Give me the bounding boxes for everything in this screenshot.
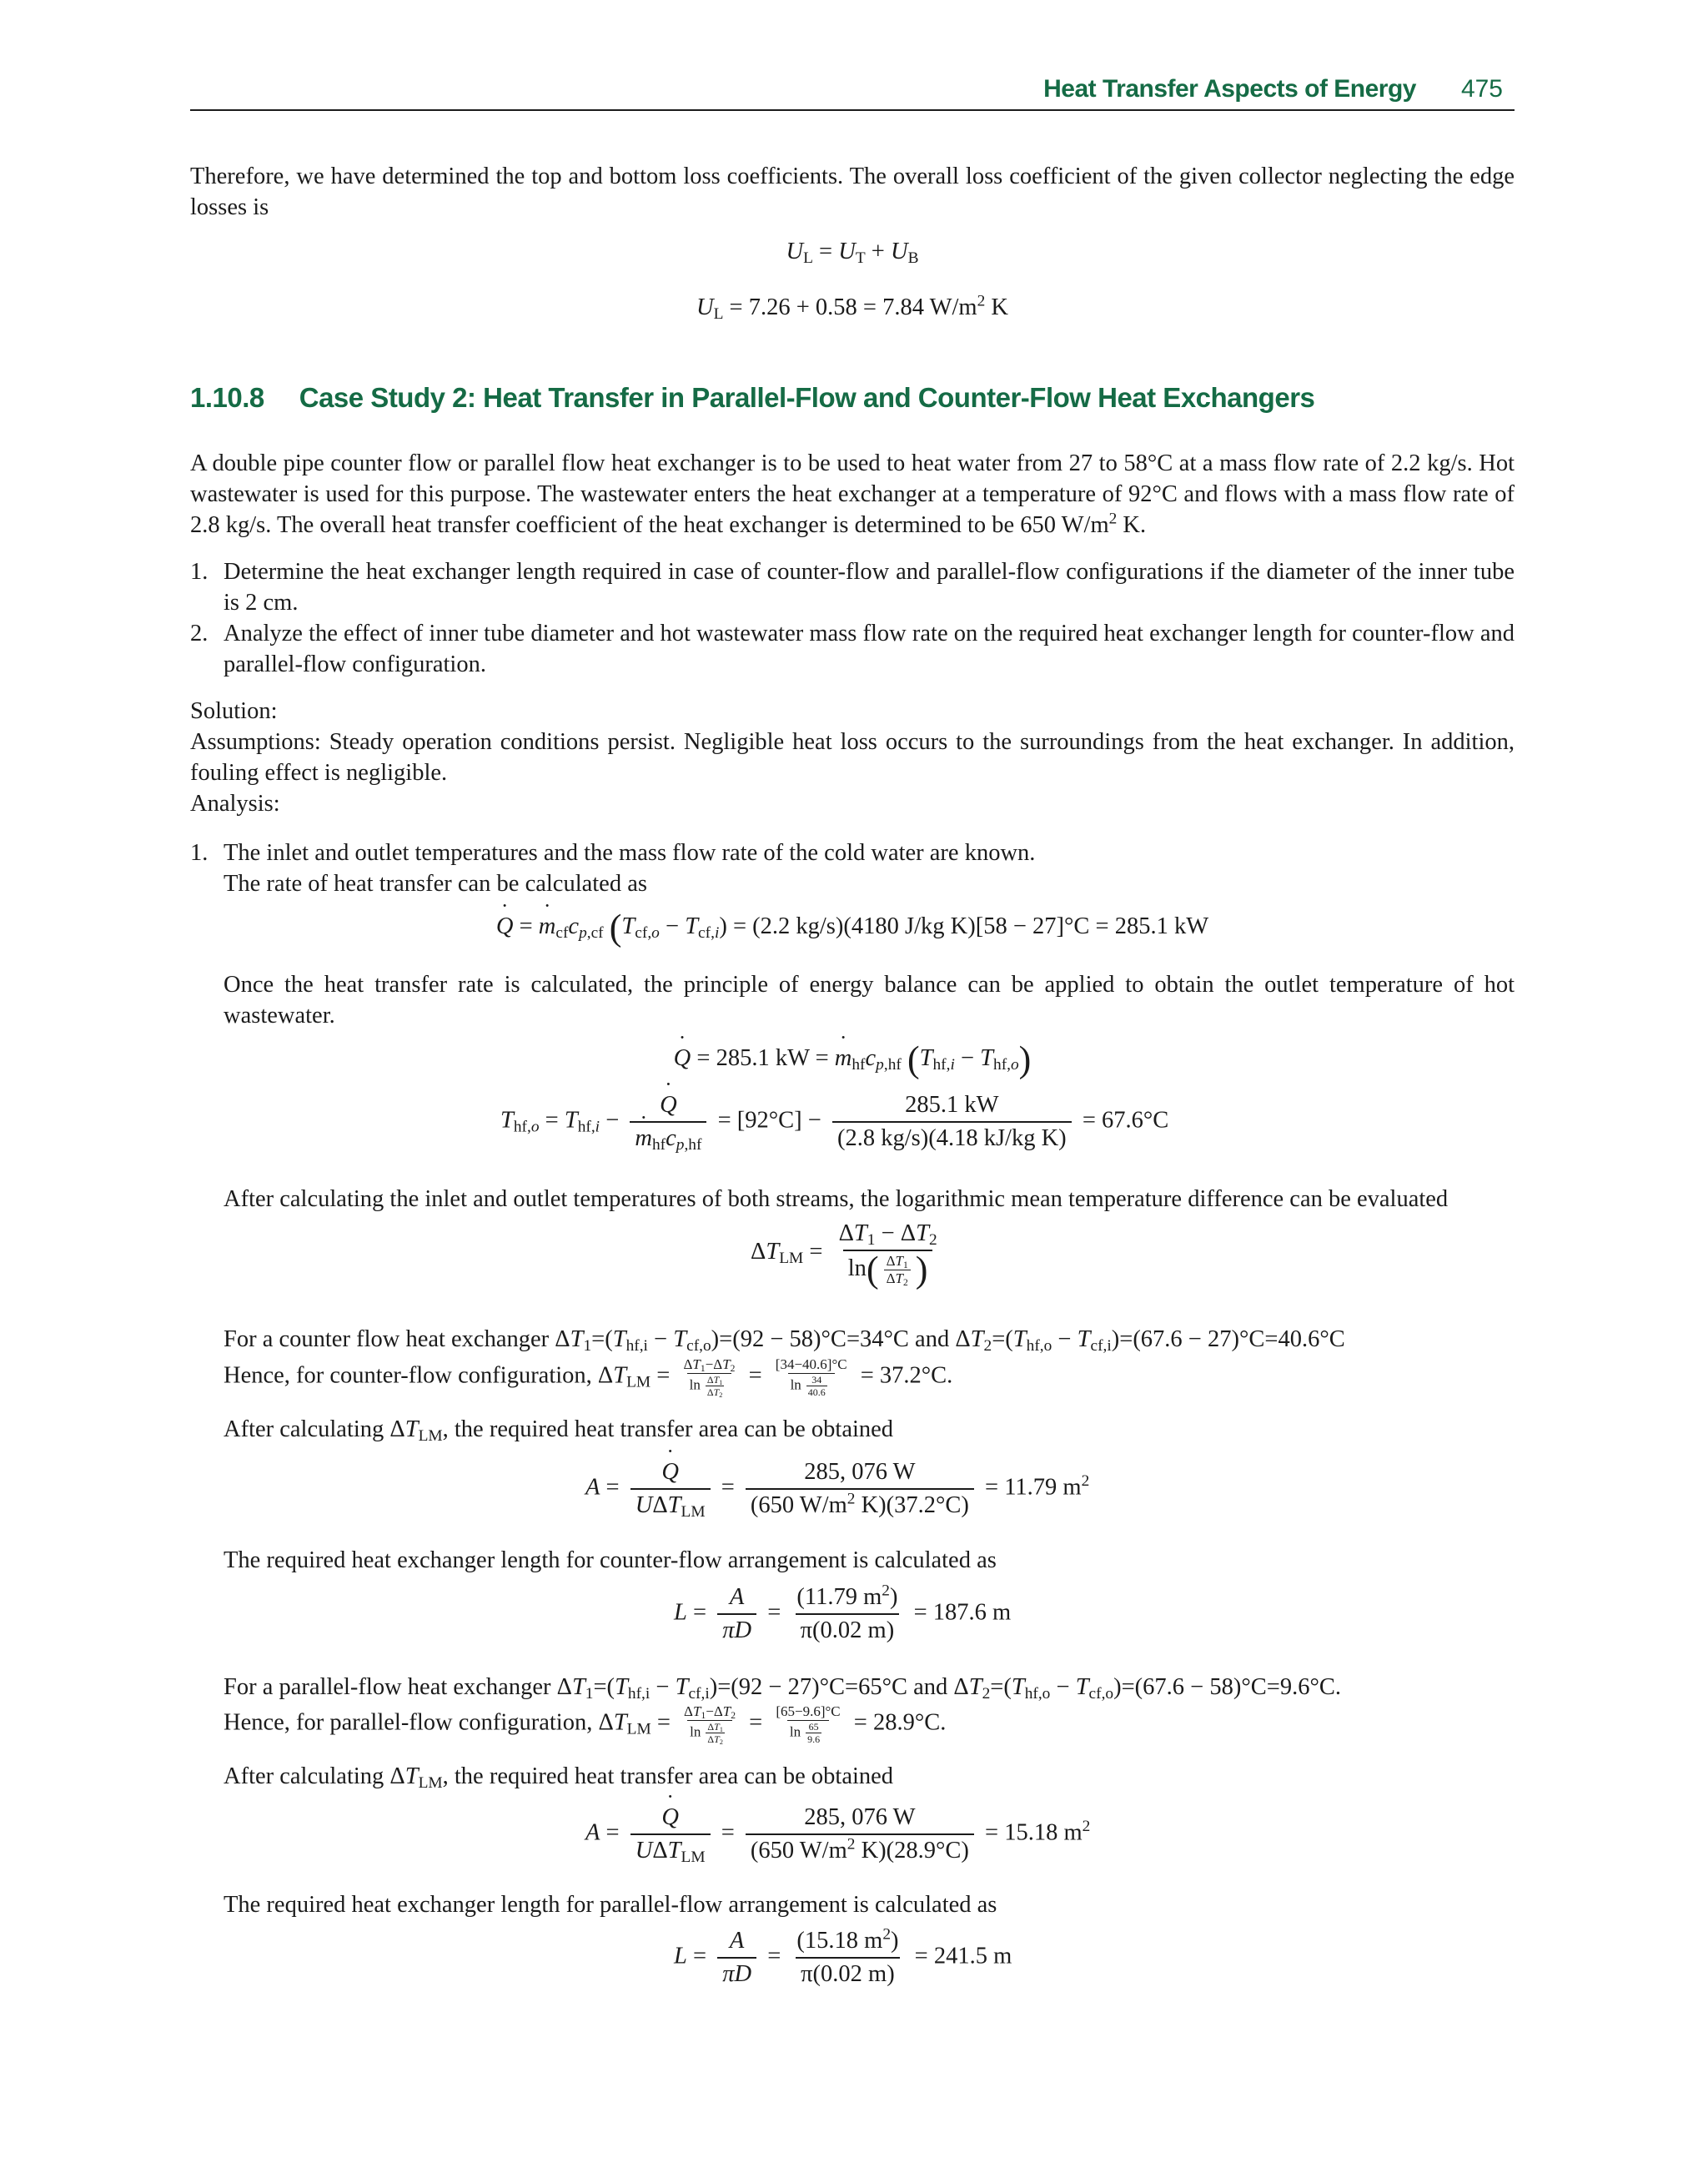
task-text: Analyze the effect of inner tube diameter and hot wastewater mass flow rate on the required heat exchanger length for counter-flow and parallel-flow configuration. xyxy=(224,621,1515,677)
parallel-ln-num: 65 xyxy=(808,1721,819,1733)
counter-ln-num: 34 xyxy=(811,1374,822,1386)
eq-counter-length: L = $\frac{A}{\pi D}$ = $\frac{(11.79 m^2)}{\pi(0.02 m)}$ = 187.6 m xyxy=(674,1582,1012,1643)
counter-lm-result: = 37.2°C. xyxy=(860,1362,953,1389)
section-title: Case Study 2: Heat Transfer in Parallel-Flow and Counter-Flow Heat Exchangers xyxy=(299,382,1315,413)
counter-hence-line: Hence, for counter-flow configuration, $\Delta T_{LM}$ = $\Delta T_1-\Delta T_2$ ln $\frac{\Delta T_1}{\Delta T_2}$ = [34−40.6]°C ln $\frac{34}{40.6}$ = 37.2°C. xyxy=(224,1356,953,1400)
counter-area-den: (650 W/m xyxy=(750,1492,847,1518)
eq-parallel-area: A = ˙ $\frac{Q}{U\Delta T_{LM}}$ = $\frac{285, 076 W}{(650 W/m^2 K)(28.9^\circ C)}$ = 15.18 $m^2$ xyxy=(585,1803,1090,1865)
parallel-lm-num: [65−9.6]°C xyxy=(776,1703,841,1719)
assumptions-paragraph: Assumptions: Steady operation conditions persist. Negligible heat loss occurs to the surroundings from the heat exchanger. In addition, fouling effect is negligible. xyxy=(190,729,1515,786)
section-heading xyxy=(190,382,1314,414)
eq-counter-area: A = ˙ $\frac{Q}{U\Delta T_{LM}}$ = $\frac{285, 076 W}{(650 W/m^2 K)(37.2^\circ C)}$ = 11.79 $m^2$ xyxy=(585,1458,1089,1520)
analysis-label: Analysis: xyxy=(190,791,280,817)
parallel-area-intro: After calculating $\Delta T_{LM}$, the required heat transfer area can be obtained xyxy=(224,1763,894,1792)
counter-area-result: = 11.79 m xyxy=(985,1474,1082,1501)
eq-ul-definition: $U_L = U_T + U_B$ xyxy=(786,239,919,267)
counter-dt-vals2: )=(67.6 − 27)°C=40.6°C xyxy=(1111,1326,1345,1352)
parallel-dt-label: For a parallel-flow heat exchanger xyxy=(224,1674,551,1700)
counter-dt-label: For a counter flow heat exchanger xyxy=(224,1326,550,1352)
counter-lm-num: [34−40.6]°C xyxy=(775,1356,847,1372)
eq-thfo-num: 285.1 kW xyxy=(905,1092,999,1118)
area-intro-tail: , the required heat transfer area can be obtained xyxy=(442,1763,894,1789)
eq-lmtd-definition: $\Delta T_{LM}$ = $\Delta T_1 - \Delta T_2$ ln( $\frac{\Delta T_1}{\Delta T_2}$ ) xyxy=(751,1220,937,1290)
page-number: 475 xyxy=(1460,75,1503,103)
parallel-area-den: (650 W/m xyxy=(750,1838,847,1864)
counter-area-num: 285, 076 W xyxy=(804,1459,916,1485)
running-header-title: Heat Transfer Aspects of Energy xyxy=(1043,75,1416,103)
intro-paragraph: Therefore, we have determined the top and bottom loss coefficients. The overall loss coefficient of the given collector neglecting the edge losses is xyxy=(190,163,1515,220)
counter-length-intro: The required heat exchanger length for counter-flow arrangement is calculated as xyxy=(224,1547,997,1573)
eq-heat-rate-rhs: ) = (2.2 kg/s)(4180 J/kg K)[58 − 27]°C = 285.1 kW xyxy=(719,913,1209,939)
parallel-hence-line: Hence, for parallel-flow configuration, $\Delta T_{LM}$ = $\Delta T_1-\Delta T_2$ ln $\frac{\Delta T_1}{\Delta T_2}$ = [65−9.6]°C ln $\frac{65}{9.6}$ = 28.9°C. xyxy=(224,1703,947,1747)
parallel-hence-label: Hence, for parallel-flow configuration, xyxy=(224,1709,593,1736)
area-intro-text: After calculating xyxy=(224,1416,384,1442)
eq-parallel-length: L = $\frac{A}{\pi D}$ = $\frac{(15.18 m^2)}{\pi(0.02 m)}$ = 241.5 m xyxy=(674,1925,1012,1987)
parallel-length-intro: The required heat exchanger length for parallel-flow arrangement is calculated as xyxy=(224,1892,997,1918)
task-text: Determine the heat exchanger length required in case of counter-flow and parallel-flow configurations if the diameter of the inner tube is 2 cm. xyxy=(224,559,1515,616)
problem-paragraph: A double pipe counter flow or parallel flow heat exchanger is to be used to heat water from 27 to 58°C at a mass flow rate of 2.2 kg/s. Hot wastewater is used for this purpose. The wastewater enters the heat exchanger at a temperature of 92°C and flows with a mass flow rate of 2.8 kg/s. The overall heat transfer coefficient of the heat exchanger is determined to be 650 $W/m^2$ K. xyxy=(190,450,1515,538)
parallel-area-den-tail: K)(28.9°C) xyxy=(855,1838,969,1864)
counter-L-den: π(0.02 m) xyxy=(796,1613,900,1645)
eq-q-value: = 285.1 kW = xyxy=(696,1045,829,1071)
eq-outlet-temperature: $T_{hf,o} = T_{hf,i}$ − ˙ Q ˙ $m_{hf}c_{p,hf}$ = [92°C] − $\frac{285.1 kW}{\text{(2.8 kg/s)(4.18 kJ/kg K)}}$ = 67.6°C xyxy=(500,1091,1168,1153)
eq-ul-value: $U_L = 7.26 + 0.58 = 7.84$ $W/m^2$ K xyxy=(696,292,1009,323)
task-number: 1. xyxy=(190,559,208,585)
eq-thfo-den: (2.8 kg/s)(4.18 kJ/kg K) xyxy=(832,1121,1072,1153)
problem-text-tail: K. xyxy=(1117,512,1147,538)
parallel-dt-vals1: )=(92 − 27)°C=65°C and xyxy=(709,1674,948,1700)
step1-line2: The rate of heat transfer can be calculated as xyxy=(224,871,647,897)
step1-line1: The inlet and outlet temperatures and the mass flow rate of the cold water are known. xyxy=(224,840,1036,866)
parallel-area-num: 285, 076 W xyxy=(804,1804,916,1830)
eq-energy-balance: ˙ Q = 285.1 kW = ˙ $m_{hf}c_{p,hf}$ $(T_{hf,i} - T_{hf,o})$ xyxy=(190,1043,1515,1074)
eq-thfo-mid: = [92°C] − xyxy=(717,1107,821,1134)
eq-heat-rate: ˙ Q = ˙ $m_{cf}c_{p,cf}$ $(T_{cf,o} - T_{cf,i}) = (2.2$ kg/s)(4180 J/kg K)[58 − 27]°C = 285.1 kW xyxy=(190,911,1515,943)
parallel-dt-vals2: )=(67.6 − 58)°C=9.6°C. xyxy=(1113,1674,1341,1700)
solution-label: Solution: xyxy=(190,698,278,724)
area-intro-text: After calculating xyxy=(224,1763,384,1789)
counter-area-den-tail: K)(37.2°C) xyxy=(855,1492,969,1518)
problem-text: A double pipe counter flow or parallel flow heat exchanger is to be used to heat water from 27 to 58°C at a mass flow rate of 2.2 kg/s. Hot wastewater is used for this purpose. The wastewater enters the heat exchanger at a temperature of 92°C and flows with a mass flow rate of 2.8 kg/s. The overall heat transfer coefficient of the heat exchanger is determined to be 650 W/m xyxy=(190,450,1515,538)
counter-L-num: (11.79 m xyxy=(796,1584,882,1610)
parallel-ln-den: 9.6 xyxy=(807,1733,821,1745)
step-number: 1. xyxy=(190,840,208,866)
parallel-lm-result: = 28.9°C. xyxy=(853,1709,947,1736)
lmtd-intro: After calculating the inlet and outlet temperatures of both streams, the logarithmic mean temperature difference can be evaluated xyxy=(224,1186,1449,1212)
eq-ul-result: = 7.26 + 0.58 = 7.84 W/m xyxy=(729,294,977,320)
parallel-L-num: (15.18 m xyxy=(796,1928,883,1954)
parallel-L-den: π(0.02 m) xyxy=(796,1957,900,1989)
task-number: 2. xyxy=(190,621,208,646)
area-intro-tail: , the required heat transfer area can be obtained xyxy=(442,1416,894,1442)
parallel-dt-line: For a parallel-flow heat exchanger $\Delta T_1=(T_{hf,i} - T_{cf,i})=(92 - 27)^\circ C=65^\circ C$ and $\Delta T_2=(T_{hf,o} - T_{cf,o})=(67.6 - 58)^\circ C=9.6^\circ C$. xyxy=(224,1674,1341,1703)
section-number: 1.10.8 xyxy=(190,382,264,413)
eq-ul-unit-tail: K xyxy=(985,294,1009,320)
counter-ln-den: 40.6 xyxy=(807,1386,826,1398)
counter-dt-vals1: )=(92 − 58)°C=34°C and xyxy=(711,1326,950,1352)
counter-area-intro: After calculating $\Delta T_{LM}$, the required heat transfer area can be obtained xyxy=(224,1416,894,1445)
counter-dt-line: For a counter flow heat exchanger $\Delta T_1=(T_{hf,i} - T_{cf,o})=(92 - 58)^\circ C=34^\circ C$ and $\Delta T_2=(T_{hf,o} - T_{cf,i})=(67.6 - 27)^\circ C=40.6^\circ C$ xyxy=(224,1326,1345,1355)
energy-balance-paragraph: Once the heat transfer rate is calculated, the principle of energy balance can be applied to obtain the outlet temperature of hot wastewater. xyxy=(224,972,1515,1029)
parallel-area-result: = 15.18 m xyxy=(985,1819,1083,1846)
counter-hence-label: Hence, for counter-flow configuration, xyxy=(224,1362,592,1389)
header-rule xyxy=(190,109,1515,111)
eq-thfo-result: = 67.6°C xyxy=(1082,1107,1169,1134)
parallel-L-result: = 241.5 m xyxy=(914,1943,1012,1969)
counter-L-result: = 187.6 m xyxy=(913,1599,1012,1626)
